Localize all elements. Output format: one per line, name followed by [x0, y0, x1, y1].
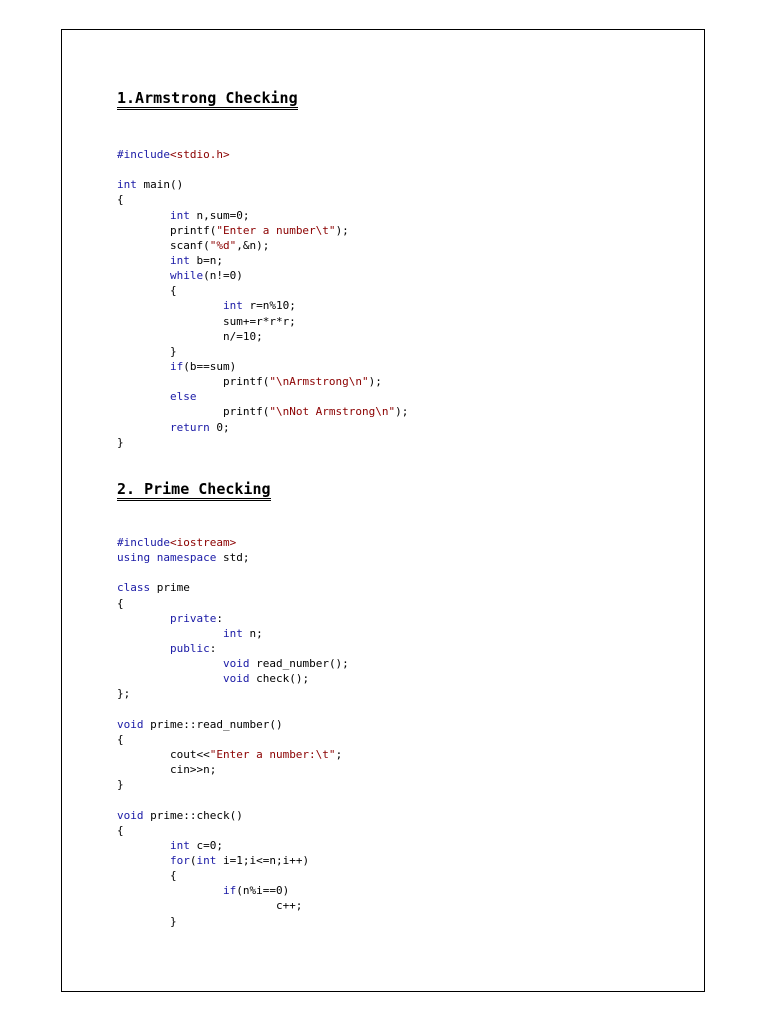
- code-line: [117, 671, 349, 686]
- code-line: [117, 162, 408, 177]
- code-line: [117, 853, 349, 868]
- code-token: for: [169, 853, 190, 867]
- code-line: [117, 283, 408, 298]
- code-token: printf(: [117, 405, 270, 419]
- code-line: [117, 838, 349, 853]
- code-line: [117, 404, 408, 419]
- code-token: [117, 612, 170, 625]
- code-token: [117, 360, 170, 373]
- code-token: if: [169, 359, 184, 373]
- code-token: };: [117, 687, 131, 701]
- code-line: [117, 314, 408, 329]
- code-token: :: [209, 641, 217, 655]
- code-block-prime: [117, 535, 349, 929]
- code-token: }: [117, 778, 124, 792]
- code-token: [117, 657, 223, 670]
- code-token: printf(: [117, 223, 217, 237]
- code-token: int: [222, 626, 243, 640]
- code-token: [117, 627, 223, 640]
- code-token: <iostream>: [169, 536, 237, 549]
- code-token: using: [117, 551, 151, 565]
- section-heading-armstrong: 1.Armstrong Checking: [117, 89, 298, 110]
- code-line: [117, 359, 408, 374]
- code-token: cout<<: [117, 747, 210, 761]
- code-token: void: [117, 808, 144, 822]
- code-line: [117, 792, 349, 807]
- code-line: [117, 626, 349, 641]
- code-line: [117, 238, 408, 253]
- code-token: "Enter a number:\t": [209, 747, 336, 761]
- code-line: [117, 420, 408, 435]
- code-token: int: [169, 253, 190, 267]
- code-line: [117, 883, 349, 898]
- code-line: [117, 702, 349, 717]
- code-token: [150, 551, 157, 564]
- code-token: scanf(: [117, 238, 210, 252]
- code-token: int: [169, 208, 190, 222]
- code-token: prime: [150, 581, 190, 595]
- code-line: [117, 747, 349, 762]
- code-line: [117, 686, 349, 701]
- code-token: [117, 642, 170, 655]
- code-token: "%d": [209, 238, 237, 252]
- code-token: #include: [117, 536, 170, 549]
- code-line: [117, 611, 349, 626]
- code-token: class: [117, 581, 151, 595]
- code-token: [117, 672, 223, 685]
- code-line: [117, 208, 408, 223]
- code-token: void: [117, 717, 144, 731]
- code-token: [117, 390, 170, 403]
- code-token: int: [169, 838, 190, 852]
- code-token: int: [222, 299, 243, 313]
- code-line: [117, 777, 349, 792]
- code-token: c++;: [117, 899, 303, 913]
- code-token: sum+=r*r*r;: [117, 314, 296, 328]
- code-line: [117, 374, 408, 389]
- code-token: void: [222, 672, 250, 686]
- code-line: [117, 268, 408, 283]
- code-token: ;: [335, 747, 343, 761]
- code-line: [117, 298, 408, 313]
- code-line: [117, 565, 349, 580]
- code-line: [117, 868, 349, 883]
- code-token: [117, 421, 170, 434]
- code-token: (n%i==0): [236, 884, 290, 898]
- code-token: {: [117, 823, 124, 837]
- code-block-armstrong: [117, 147, 408, 450]
- code-line: [117, 435, 408, 450]
- code-token: prime::read_number(): [143, 717, 283, 731]
- code-token: }: [117, 914, 177, 928]
- code-line: [117, 389, 408, 404]
- code-token: :: [216, 611, 223, 625]
- code-token: }: [117, 435, 124, 449]
- code-token: [117, 299, 223, 312]
- code-token: {: [117, 596, 124, 610]
- code-line: [117, 656, 349, 671]
- code-line: [117, 223, 408, 238]
- code-token: public: [169, 641, 210, 655]
- code-line: [117, 762, 349, 777]
- code-token: (b==sum): [183, 359, 237, 373]
- code-token: std;: [216, 551, 250, 565]
- code-token: private: [169, 611, 217, 625]
- code-token: );: [368, 375, 382, 389]
- code-token: check();: [249, 672, 310, 686]
- code-line: [117, 535, 349, 550]
- code-line: [117, 596, 349, 611]
- code-token: [117, 839, 170, 852]
- code-token: [117, 884, 223, 897]
- code-token: );: [335, 223, 349, 237]
- code-line: [117, 192, 408, 207]
- code-token: #include: [117, 148, 170, 161]
- code-token: else: [169, 390, 197, 404]
- code-token: int: [196, 853, 217, 867]
- code-line: [117, 898, 349, 913]
- code-line: [117, 344, 408, 359]
- code-token: {: [117, 193, 124, 207]
- code-line: [117, 823, 349, 838]
- code-token: main(): [136, 178, 184, 192]
- code-token: void: [222, 657, 250, 671]
- code-token: n;: [242, 626, 263, 640]
- code-line: [117, 808, 349, 823]
- code-token: c=0;: [189, 838, 223, 852]
- code-line: [117, 550, 349, 565]
- code-token: i=1;i<=n;i++): [216, 853, 310, 867]
- code-token: );: [395, 405, 409, 419]
- code-token: [117, 269, 170, 282]
- code-token: }: [117, 344, 177, 358]
- section-heading-prime: 2. Prime Checking: [117, 480, 271, 501]
- code-token: namespace: [156, 551, 217, 565]
- code-token: "\nNot Armstrong\n": [269, 405, 396, 419]
- code-token: ,&n);: [236, 238, 270, 252]
- code-token: "\nArmstrong\n": [269, 375, 369, 389]
- code-token: [117, 854, 170, 867]
- code-token: int: [117, 178, 137, 192]
- code-line: [117, 732, 349, 747]
- code-line: [117, 580, 349, 595]
- code-token: {: [117, 869, 177, 883]
- code-token: {: [117, 284, 177, 298]
- code-token: <stdio.h>: [169, 148, 230, 161]
- code-token: n,sum=0;: [189, 208, 250, 222]
- code-line: [117, 147, 408, 162]
- code-token: (: [189, 853, 197, 867]
- code-line: [117, 914, 349, 929]
- code-line: [117, 641, 349, 656]
- code-token: b=n;: [189, 253, 223, 267]
- code-token: {: [117, 732, 124, 746]
- code-line: [117, 329, 408, 344]
- code-token: [117, 254, 170, 267]
- code-token: [117, 209, 170, 222]
- code-token: "Enter a number\t": [216, 223, 336, 237]
- code-token: (n!=0): [203, 269, 243, 283]
- code-token: cin>>n;: [117, 763, 217, 777]
- code-token: printf(: [117, 375, 270, 389]
- code-token: r=n%10;: [242, 299, 296, 313]
- code-token: n/=10;: [117, 329, 263, 343]
- code-token: while: [169, 269, 204, 283]
- code-token: prime::check(): [143, 808, 243, 822]
- code-line: [117, 717, 349, 732]
- code-line: [117, 177, 408, 192]
- code-token: if: [222, 884, 237, 898]
- code-token: read_number();: [249, 657, 349, 671]
- code-line: [117, 253, 408, 268]
- code-token: return: [169, 420, 210, 434]
- code-token: 0;: [209, 420, 230, 434]
